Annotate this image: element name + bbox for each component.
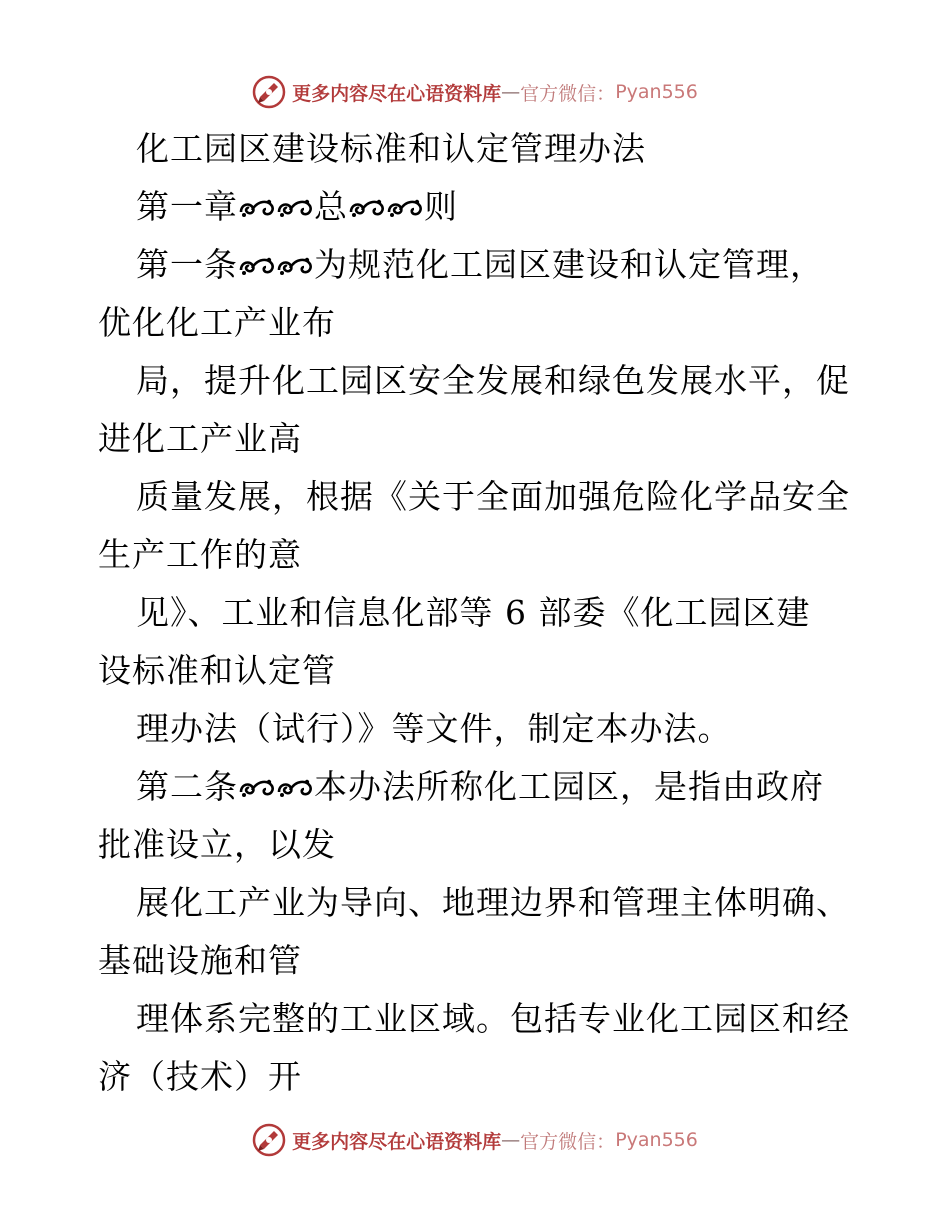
article1-text: 为规范化工园区建设和认定管理， — [314, 245, 824, 284]
banner-dash: — — [501, 81, 521, 103]
chapter-prefix: 第一章 — [136, 187, 238, 226]
pen-logo-icon — [252, 1123, 286, 1157]
article2-line3: 展化工产业为导向、地理边界和管理主体明确、 — [136, 883, 850, 922]
article1-line6: 生产工作的意 — [98, 535, 302, 574]
ornament-icon — [276, 196, 314, 220]
article1-line8: 设标准和认定管 — [98, 651, 336, 690]
banner-site-name: 更多内容尽在心语资料库 — [292, 1130, 502, 1153]
chapter-heading — [98, 178, 858, 236]
ornament-icon — [238, 196, 276, 220]
ornament-icon — [348, 196, 386, 220]
article1-line4: 进化工产业高 — [98, 419, 302, 458]
ornament-icon — [238, 776, 276, 800]
article1-line9: 理办法（试行）》等文件，制定本办法。 — [136, 709, 732, 748]
pen-logo-icon — [252, 75, 286, 109]
article2-line6: 济（技术）开 — [98, 1057, 302, 1096]
banner-dash: — — [501, 1129, 521, 1151]
document-title: 化工园区建设标准和认定管理办法 — [136, 129, 646, 168]
article2-line1 — [98, 758, 858, 816]
banner-wechat-label: 官方微信： — [520, 1130, 616, 1153]
banner-account: Pyan556 — [615, 81, 698, 103]
chapter-suffix: 则 — [424, 187, 458, 226]
ornament-icon — [276, 776, 314, 800]
banner-wechat-label: 官方微信： — [520, 82, 616, 105]
ornament-icon — [276, 254, 314, 278]
footer-banner — [0, 1120, 950, 1160]
document-body — [98, 120, 858, 1106]
article1-line1 — [98, 236, 858, 294]
article2-line5: 理体系完整的工业区域。包括专业化工园区和经 — [136, 999, 850, 1038]
article1-label: 第一条 — [136, 245, 238, 284]
ornament-icon — [386, 196, 424, 220]
article2-line2: 批准设立，以发 — [98, 825, 336, 864]
article2-text: 本办法所称化工园区，是指由政府 — [314, 767, 824, 806]
article1-line7: 见》、工业和信息化部等 6 部委《化工园区建 — [136, 593, 811, 632]
article1-line2: 优化化工产业布 — [98, 303, 336, 342]
article1-line3: 局，提升化工园区安全发展和绿色发展水平，促 — [136, 361, 850, 400]
article1-line5: 质量发展，根据《关于全面加强危险化学品安全 — [136, 477, 850, 516]
banner-site-name: 更多内容尽在心语资料库 — [292, 82, 502, 105]
header-banner — [0, 72, 950, 112]
banner-account: Pyan556 — [615, 1129, 698, 1151]
article2-line4: 基础设施和管 — [98, 941, 302, 980]
chapter-mid: 总 — [314, 187, 348, 226]
article2-label: 第二条 — [136, 767, 238, 806]
ornament-icon — [238, 254, 276, 278]
